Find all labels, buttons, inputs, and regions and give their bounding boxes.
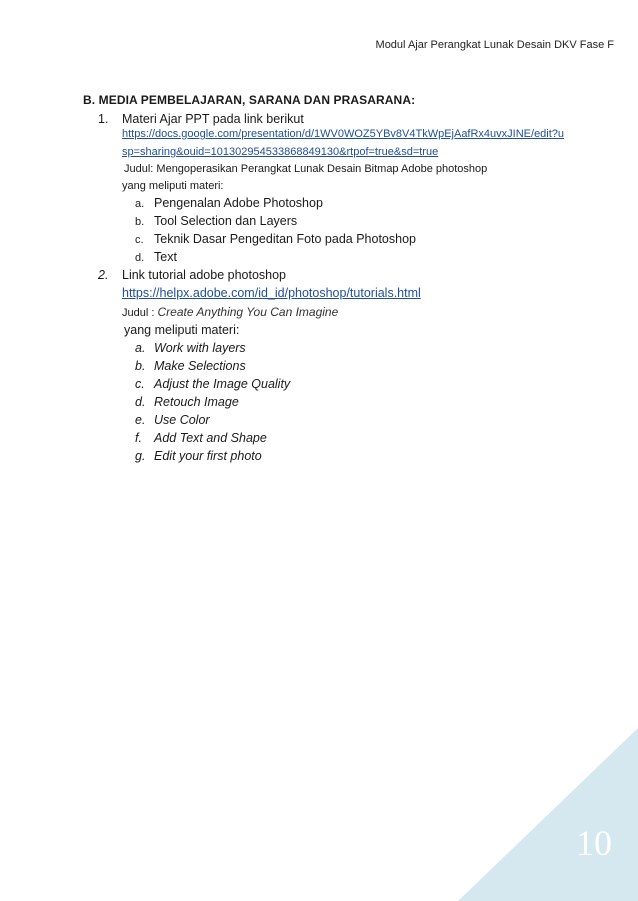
item2-topic-letter: e. [135,413,146,427]
item1-number: 1. [98,112,109,126]
item2-judul-label: Judul : [122,307,155,319]
item2-topic-letter: d. [135,395,146,409]
item2-topic-text: Adjust the Image Quality [154,377,291,391]
item2-judul-value: Create Anything You Can Imagine [157,305,339,319]
page-number: 10 [576,823,612,863]
section-title: B. MEDIA PEMBELAJARAN, SARANA DAN PRASARANA: [83,93,416,107]
item2-topic-text: Retouch Image [154,395,239,409]
item1-topic-text: Teknik Dasar Pengeditan Foto pada Photoshop [154,232,416,246]
item2-topic-text: Edit your first photo [154,449,262,463]
item1-meliputi: yang meliputi materi: [122,180,224,192]
item1-topic-letter: d. [135,252,145,264]
item2-topic-letter: f. [135,431,142,445]
item1-judul: Judul: Mengoperasikan Perangkat Lunak Desain Bitmap Adobe photoshop [124,163,488,175]
item2-number: 2. [98,268,109,282]
item2-topic-letter: a. [135,341,146,355]
item2-topic-letter: b. [135,359,146,373]
item1-topic-letter: c. [135,234,144,246]
ppt-link-line1[interactable]: https://docs.google.com/presentation/d/1WV0WOZ5YBv8V4TkWpEjAafRx4uvxJINE/edit?u [122,128,565,140]
item2-topic-text: Make Selections [154,359,246,373]
adobe-tutorial-link[interactable]: https://helpx.adobe.com/id_id/photoshop/tutorials.html [122,286,421,300]
item1-label: Materi Ajar PPT pada link berikut [122,112,304,126]
item2-topic-text: Use Color [154,413,210,427]
ppt-link-line2[interactable]: sp=sharing&ouid=101302954533868849130&rtpof=true&sd=true [122,146,439,158]
item2-meliputi: yang meliputi materi: [124,323,240,337]
running-header: Modul Ajar Perangkat Lunak Desain DKV Fase F [375,39,614,51]
item1-topic-letter: b. [135,216,145,228]
item1-topic-text: Pengenalan Adobe Photoshop [154,196,323,210]
item1-topic-text: Tool Selection dan Layers [154,214,298,228]
item1-topic-text: Text [154,250,177,264]
item2-topic-letter: g. [135,449,146,463]
item1-topic-letter: a. [135,198,145,210]
item2-label: Link tutorial adobe photoshop [122,268,287,282]
item2-topic-letter: c. [135,377,145,391]
item2-judul [122,305,338,319]
item2-topic-text: Add Text and Shape [154,431,267,445]
corner-decoration [458,728,638,901]
item2-topic-text: Work with layers [154,341,246,355]
